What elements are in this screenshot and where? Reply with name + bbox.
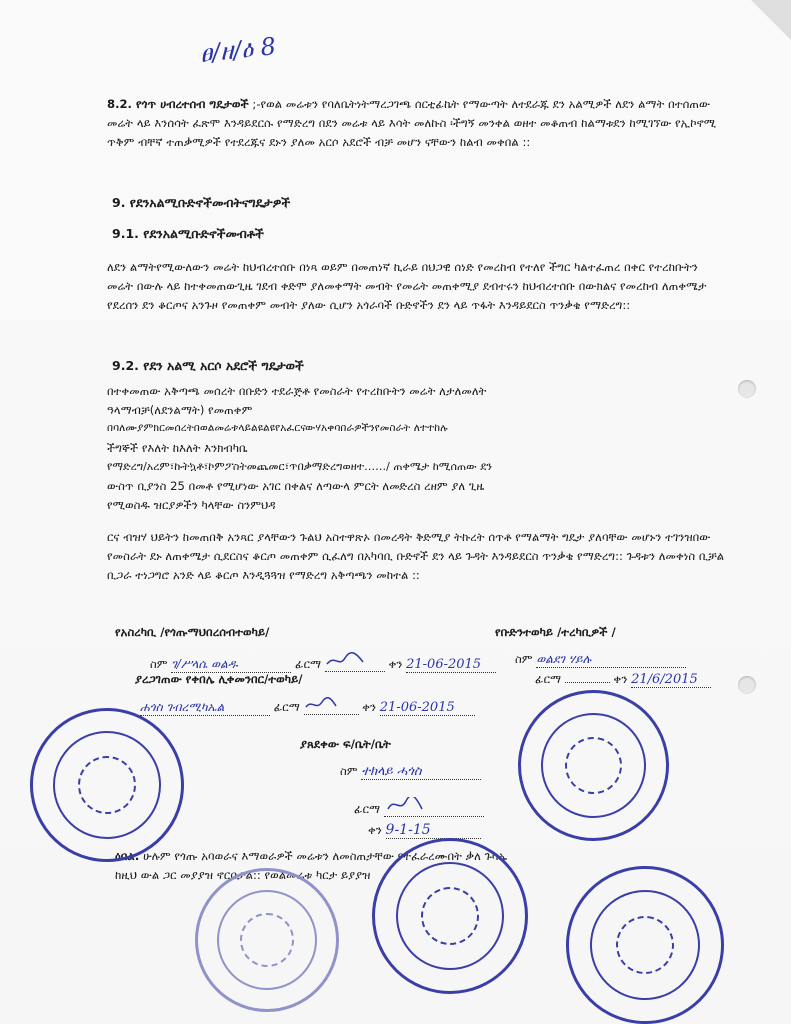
- handover-signature: [325, 652, 385, 672]
- approver-signature: [304, 697, 359, 715]
- official-stamp: [20, 698, 194, 872]
- paragraph-3: ርና ብዝሃ ህይትን ከመጠበቅ አንጻር ያላቸውን ጉልህ አስተዋጽኦ በመረዳት ቅድሚያ ትኩረት ሰጥቶ የማልማት ግዴታ ያለባቸው መሆኑን ተገንዝበው የመስራት ደኑ ለጠቀሜታ ሲደርስና ቆርጦ መጠቀም ሲፈለግ በአካባቢ ቡድኖች ደን ላይ ጉዳት እንዳይደርስ ጥንቃቄ የማድረግ:: ጉዳቱን ለመቀነስ ቢቻል ቢጋራ ተነጋግሮ አንድ ላይ ቆርጦ እንዲጓጓዝ የማድረግ አቅጣጫን መከተል ::: [107, 530, 725, 582]
- date-label: ቀን: [613, 672, 628, 686]
- note-text-2: ከዚህ ውል ጋር መያያዝ ኖርበታል:: የወልመሬቱ ካርታ ይያያዝ: [115, 868, 371, 882]
- approver-name: ሐጎስ ገብረሚካኤል: [140, 700, 270, 716]
- section-9-2-line: ችግኞች የእለት ከእለት እንክብካቤ: [107, 441, 248, 455]
- section-9-1-title: 9.1. የደንአልሚቡድኖችመብቶች: [112, 226, 264, 241]
- handwritten-page-note: ፀ/ዘ/ዕ 8: [198, 32, 278, 68]
- section-9-2-line: የማድረግ/አረም፣ኩትኳቶ፣ኮምፖስትመጨመር፣ጥበቃማድረግወዘተ……/ ጠቀሜታ ከሚሰጠው ደን: [107, 460, 492, 473]
- punch-hole: [738, 676, 756, 694]
- kebele-approver-label: ያረጋገጠው የቀበሌ ሊቀመንበር/ተወካይ/: [135, 672, 303, 686]
- court-witness-label: ያጸደቀው ፍ/ቤት/ቤት: [300, 737, 391, 751]
- group-name: ወልደገ ሃይሉ: [536, 652, 686, 668]
- date-label: ቀን: [368, 823, 382, 837]
- group-rep-label: የቡድንተወካይ /ተረካቢዎች /: [495, 625, 616, 639]
- name-label: ስም: [515, 652, 533, 666]
- group-date: 21/6/2015: [631, 672, 711, 688]
- official-stamp: [506, 678, 681, 853]
- section-8-2: [107, 95, 727, 152]
- signature-scribble-icon: [304, 697, 338, 711]
- witness-date: 9-1-15: [386, 822, 481, 839]
- group-name-row: [515, 652, 686, 668]
- witness-sign-row: [354, 797, 484, 817]
- section-9-title: 9. የደንአልሚቡድኖችመብትናግዴታዎች: [112, 195, 291, 210]
- section-8-2-body: ;-የወል መሬቱን የባለቤትነትማረጋገጫ ሰርቲፊኬት የማውጣት ለተደራጁ ደን አልሚዎች ለደን ልማት በተሰጠው መሬት ላይ እንሰሳት ፈጽሞ እንዳይደርሱ የማድረግ በደን መሬቱ ላይ እሳት መለኩስ ፡ችግኝ መንቀል ወዘተ መቆጠብ ከልማቱደን ከሚገኘው የኢኮኖሚ ጥቅም ብቸኛ ተጠቃሚዎች የተደረጁና ደኑን ያለመ አርሶ አደሮች ብቻ መሆን ናቸውን ከልብ መቀበል ::: [107, 97, 717, 149]
- signature-label: ፊርማ: [354, 802, 381, 816]
- signature-label: ፊርማ: [295, 657, 322, 671]
- signature-label: ፊርማ: [273, 700, 300, 714]
- faded-stamp: [195, 868, 339, 1012]
- page-fold-corner: [751, 0, 791, 40]
- section-9-2-title: 9.2. የደን አልሚ አርሶ አደሮች ግዴታወች: [112, 358, 304, 373]
- section-9-1-body: ለደን ልማትየሚውለውን መሬት ከህብረተሰቡ በነጻ ወይም በመጠነኛ ኪራይ በህጋዊ ሰነድ የመረከብ የተለየ ችግር ካልተፈጠረ በቀር የተረከቡትን መሬት በውሉ ላይ ከተቀመጠውጊዜ ገደብ ቀድሞ ያለመቀማት መብት የመሬት መጠቀሚያ ደብተሩን ከህብረተሰቡ በውክልና የመረከብ ለጠቀሜታ የደረሰን ደን ቆርጦና አንጉዞ የመጠቀም መብት ያለው ሲሆን አጎራባች ቡድኖችን ደን ላይ ጥፋት እንዳይደርስ ጥንቃቄ የማድረግ::: [107, 260, 707, 312]
- name-label: ስም: [150, 657, 168, 671]
- handover-name: ገ/ሥላሴ ወልዱ: [171, 657, 291, 673]
- signature-label: ፊርማ: [535, 672, 562, 686]
- date-label: ቀን: [388, 657, 403, 671]
- signature-scribble-icon: [325, 652, 365, 668]
- punch-hole: [738, 380, 756, 398]
- section-9-2-line: በተቀመጠው አቅጣጫ መሰረት በቡድን ተደራጅቶ የመስራት የተረከቡትን መሬት ለታለመለት: [107, 384, 487, 398]
- witness-signature: [384, 797, 484, 817]
- section-8-2-title: 8.2. የጎጥ ሀብረተሰብ ግዴታወች: [107, 97, 249, 111]
- note-text: ሁሉም የጎጡ አባወራና እማወራዎች መሬቱን ለመስጠታቸው የተፈራረሙበት ቃለ ጉባኤ: [143, 849, 508, 863]
- section-9-2-line: ዓላማብቻ(ለደንልማት) የመጠቀም: [107, 403, 253, 417]
- handover-sign-row: [150, 652, 496, 673]
- official-stamp: [558, 858, 732, 1024]
- handover-rep-label: የአስረካቢ /የጎጡማህበረሰብተወካይ/: [115, 625, 270, 639]
- name-label: ስም: [340, 764, 358, 778]
- witness-name: ተክላይ ሓጎስ: [361, 764, 481, 780]
- signature-scribble-icon: [384, 797, 424, 813]
- note-label: ዕባል:: [115, 849, 140, 863]
- approver-date: 21-06-2015: [380, 700, 475, 716]
- date-label: ቀን: [362, 700, 377, 714]
- witness-date-row: [368, 822, 481, 839]
- group-sign-row: [535, 672, 711, 688]
- witness-name-row: [340, 764, 481, 780]
- approver-sign-row: [140, 697, 475, 716]
- group-signature: [565, 682, 610, 683]
- section-9-2-line: ውስጥ ቢያንስ 25 በመቶ የሚሆነው አገር በቀልና ለጣውላ ምርት ለመድረስ ረዘም ያለ ጊዜ: [107, 479, 485, 493]
- section-9-2-line: የሚወስዱ ዝርያዎችን ካላቸው ስንምህዳ: [107, 498, 276, 512]
- handover-date: 21-06-2015: [406, 657, 496, 673]
- section-9-2-line: በባለሙያምክርመሰረትበወልመሬቱላይልዩልዩየአፈርናውሃአቀባበራዎችንየመስራት ለተተከሉ: [107, 422, 448, 434]
